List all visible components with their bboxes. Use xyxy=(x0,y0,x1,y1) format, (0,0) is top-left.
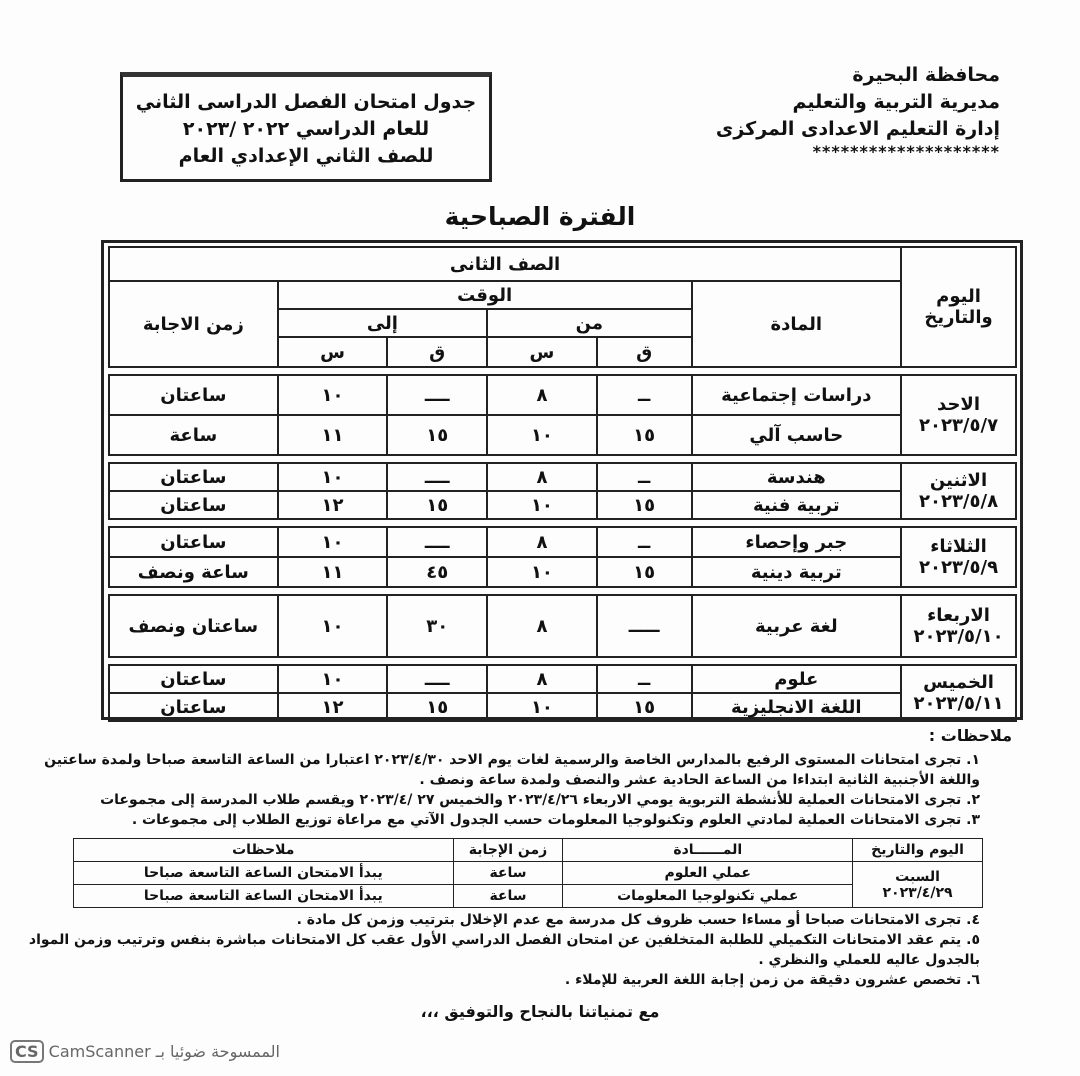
administration-label: إدارة التعليم الاعدادى المركزى xyxy=(715,118,1000,140)
directorate-label: مديرية التربية والتعليم xyxy=(792,91,1000,113)
from-min-header: ق xyxy=(597,337,692,367)
day-cell: الاربعاء ٢٠٢٣/٥/١٠ xyxy=(901,595,1016,657)
duration-cell: ساعتان xyxy=(109,693,278,721)
to-min-header: ق xyxy=(387,337,487,367)
governorate-label: محافظة البحيرة xyxy=(852,64,1000,86)
from-min-cell: ١٥ xyxy=(597,491,692,519)
title-line-1: جدول امتحان الفصل الدراسى الثاني xyxy=(135,91,477,113)
exam-schedule-table xyxy=(108,246,1017,722)
day-cell: الاحد ٢٠٢٣/٥/٧ xyxy=(901,375,1016,455)
to-hour-cell: ١١ xyxy=(278,415,388,455)
from-hour-cell: ٨ xyxy=(487,527,597,557)
from-hour-cell: ٨ xyxy=(487,665,597,693)
day-cell: الاثنين ٢٠٢٣/٥/٨ xyxy=(901,463,1016,519)
subject-cell: اللغة الانجليزية xyxy=(692,693,902,721)
prac-duration-cell: ساعة xyxy=(453,862,563,885)
to-hour-cell: ١٢ xyxy=(278,693,388,721)
duration-cell: ساعتان xyxy=(109,665,278,693)
prac-notes-header: ملاحظات xyxy=(74,839,454,862)
note-1-cont: واللغة الأجنبية الثانية ابتداءا من الساعة الحادية عشر والنصف ولمدة ساعة ونصف . xyxy=(419,772,980,788)
prac-duration-header: زمن الإجابة xyxy=(453,839,563,862)
table-row xyxy=(109,665,1016,693)
to-min-cell: ١٥ xyxy=(387,415,487,455)
from-min-cell: ـــــ xyxy=(597,595,692,657)
practical-exam-table xyxy=(73,838,983,908)
prac-subject-cell: عملي تكنولوجيا المعلومات xyxy=(563,885,853,908)
prac-subject-header: المــــــادة xyxy=(563,839,853,862)
grade-header: الصف الثانى xyxy=(109,247,901,281)
to-header: إلى xyxy=(278,309,487,337)
to-hour-cell: ١٢ xyxy=(278,491,388,519)
camscanner-logo-icon: CS xyxy=(10,1040,44,1063)
subject-cell: علوم xyxy=(692,665,902,693)
duration-cell: ساعتان xyxy=(109,463,278,491)
table-row xyxy=(109,415,1016,455)
note-5: ٥. يتم عقد الامتحانات التكميلي للطلبة المتخلفين عن امتحان الفصل الدراسي الأول عقب كل الامتحانات مباشرة بنفس وترتيب وزمن المواد xyxy=(28,932,980,948)
prac-day-header: اليوم والتاريخ xyxy=(853,839,983,862)
subject-cell: تربية دينية xyxy=(692,557,902,587)
to-hour-cell: ١٠ xyxy=(278,665,388,693)
duration-cell: ساعة xyxy=(109,415,278,455)
from-min-cell: ١٥ xyxy=(597,693,692,721)
note-3: ٣. تجرى الامتحانات العملية لمادتي العلوم وتكنولوجيا المعلومات حسب الجدول الآتي مع مراعاة توزيع الطلاب إلى مجموعات . xyxy=(131,812,980,828)
subject-cell: دراسات إجتماعية xyxy=(692,375,902,415)
to-min-cell: ١٥ xyxy=(387,693,487,721)
duration-cell: ساعتان xyxy=(109,375,278,415)
from-hour-cell: ٨ xyxy=(487,375,597,415)
closing-line: مع تمنياتنا بالنجاح والتوفيق ،،، xyxy=(420,1002,660,1021)
table-row xyxy=(109,557,1016,587)
period-title: الفترة الصباحية xyxy=(444,202,636,231)
table-row xyxy=(74,862,983,885)
subject-header: المادة xyxy=(692,281,902,367)
note-6: ٦. تخصص عشرون دقيقة من زمن إجابة اللغة العربية للإملاء . xyxy=(564,972,980,988)
duration-cell: ساعتان xyxy=(109,527,278,557)
from-min-cell: ــ xyxy=(597,665,692,693)
table-row xyxy=(109,375,1016,415)
from-hour-cell: ٨ xyxy=(487,463,597,491)
to-min-cell: ــــ xyxy=(387,463,487,491)
watermark-text: الممسوحة ضوئيا بـ xyxy=(155,1042,280,1061)
prac-subject-cell: عملي العلوم xyxy=(563,862,853,885)
table-row xyxy=(109,463,1016,491)
prac-duration-cell: ساعة xyxy=(453,885,563,908)
to-hour-cell: ١٠ xyxy=(278,375,388,415)
subject-cell: هندسة xyxy=(692,463,902,491)
table-row xyxy=(74,885,983,908)
watermark-brand: CamScanner xyxy=(48,1042,151,1061)
table-row xyxy=(109,693,1016,721)
table-row xyxy=(109,491,1016,519)
notes-list-2 xyxy=(0,910,980,990)
to-hour-cell: ١١ xyxy=(278,557,388,587)
day-date-header: اليوم والتاريخ xyxy=(901,247,1016,367)
stars-divider: ******************** xyxy=(812,142,1000,161)
to-min-cell: ٣٠ xyxy=(387,595,487,657)
day-cell: الثلاثاء ٢٠٢٣/٥/٩ xyxy=(901,527,1016,587)
duration-header: زمن الاجابة xyxy=(109,281,278,367)
from-hour-cell: ١٠ xyxy=(487,693,597,721)
title-line-3: للصف الثاني الإعدادي العام xyxy=(178,145,434,167)
duration-cell: ساعتان ونصف xyxy=(109,595,278,657)
to-min-cell: ــــ xyxy=(387,375,487,415)
day-cell: الخميس ٢٠٢٣/٥/١١ xyxy=(901,665,1016,721)
to-hour-cell: ١٠ xyxy=(278,463,388,491)
from-min-cell: ــ xyxy=(597,375,692,415)
to-min-cell: ــــ xyxy=(387,527,487,557)
to-min-cell: ــــ xyxy=(387,665,487,693)
from-min-cell: ــ xyxy=(597,527,692,557)
prac-note-cell: يبدأ الامتحان الساعة التاسعة صباحا xyxy=(74,885,454,908)
prac-note-cell: يبدأ الامتحان الساعة التاسعة صباحا xyxy=(74,862,454,885)
note-5-cont: بالجدول عاليه للعملي والنظري . xyxy=(758,952,980,968)
subject-cell: حاسب آلي xyxy=(692,415,902,455)
subject-cell: لغة عربية xyxy=(692,595,902,657)
notes-heading: ملاحظات : xyxy=(928,726,1012,745)
from-hour-header: س xyxy=(487,337,597,367)
subject-cell: جبر وإحصاء xyxy=(692,527,902,557)
subject-cell: تربية فنية xyxy=(692,491,902,519)
to-hour-cell: ١٠ xyxy=(278,527,388,557)
from-hour-cell: ٨ xyxy=(487,595,597,657)
from-hour-cell: ١٠ xyxy=(487,491,597,519)
notes-list xyxy=(0,750,980,830)
table-row xyxy=(109,527,1016,557)
to-min-cell: ٤٥ xyxy=(387,557,487,587)
from-min-cell: ١٥ xyxy=(597,415,692,455)
time-header: الوقت xyxy=(278,281,692,309)
from-min-cell: ١٥ xyxy=(597,557,692,587)
header-block xyxy=(640,62,1000,161)
from-hour-cell: ١٠ xyxy=(487,415,597,455)
duration-cell: ساعتان xyxy=(109,491,278,519)
from-hour-cell: ١٠ xyxy=(487,557,597,587)
to-hour-cell: ١٠ xyxy=(278,595,388,657)
table-row xyxy=(74,839,983,862)
from-min-cell: ــ xyxy=(597,463,692,491)
note-2: ٢. تجرى الامتحانات العملية للأنشطة التربوية يومي الاربعاء ٢٠٢٣/٤/٢٦ والخميس ٢٧ /٢٠٢٣/٤ ويقسم طلاب المدرسة إلى مجموعات xyxy=(100,792,980,808)
table-row xyxy=(109,595,1016,657)
prac-day-cell: السبت ٢٠٢٣/٤/٢٩ xyxy=(853,862,983,908)
from-header: من xyxy=(487,309,691,337)
to-hour-header: س xyxy=(278,337,388,367)
title-line-2: للعام الدراسي ٢٠٢٢ /٢٠٢٣ xyxy=(182,118,430,140)
camscanner-watermark xyxy=(6,1040,280,1063)
note-1: ١. تجرى امتحانات المستوى الرفيع بالمدارس الخاصة والرسمية لغات يوم الاحد ٢٠٢٣/٤/٣٠ اعتبارا من الساعة التاسعة صباحا ولمدة ساعتين xyxy=(44,752,980,768)
duration-cell: ساعة ونصف xyxy=(109,557,278,587)
to-min-cell: ١٥ xyxy=(387,491,487,519)
note-4: ٤. تجرى الامتحانات صباحا أو مساءا حسب ظروف كل مدرسة مع عدم الإخلال بترتيب وزمن كل مادة . xyxy=(296,912,980,928)
title-box xyxy=(120,72,492,182)
